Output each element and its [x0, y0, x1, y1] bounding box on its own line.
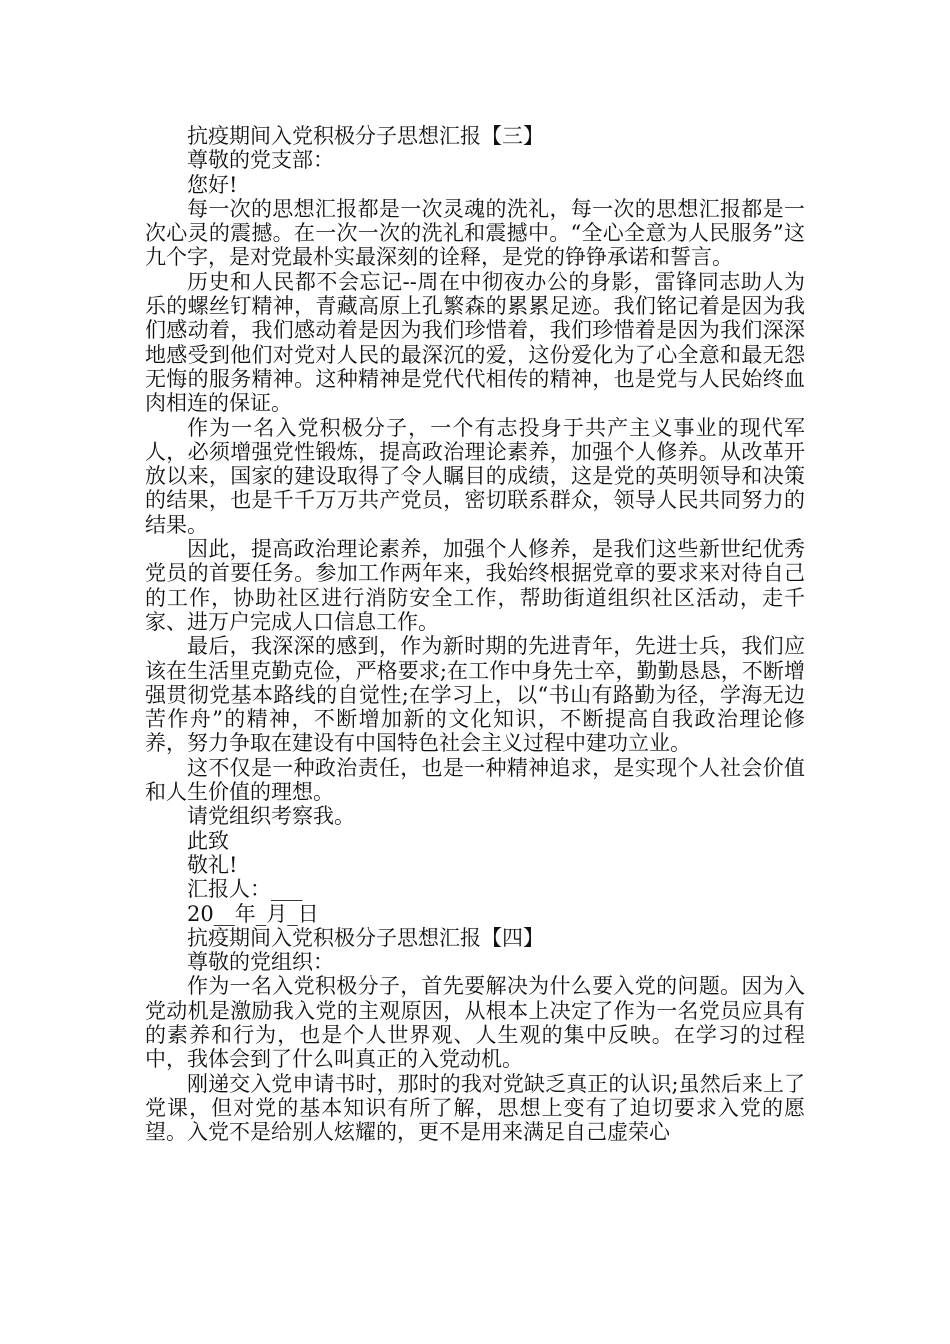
section-3-closing-2: 敬礼!	[187, 852, 238, 877]
section-3-request: 请党组织考察我。	[187, 804, 355, 829]
section-3-title: 抗疫期间入党积极分子思想汇报【三】	[187, 124, 544, 148]
section-3-paragraph-2: 历史和人民都不会忘记--周在中彻夜办公的身影，雷锋同志助人为乐的螺丝钉精神，青藏高原上孔繁森的累累足迹。我们铭记着是因为我们感动着，我们感动着是因为我们珍惜着，我们珍惜着是因为我们深深地感受到他们对党对人民的最深沉的爱，这份爱化为了心全意和最无怨无悔的服务精神。这种精神是党代代相传的精神，也是党与人民始终血肉相连的保证。	[145, 269, 805, 416]
section-3-paragraph-5: 最后，我深深的感到，作为新时期的先进青年，先进士兵，我们应该在生活里克勤克俭，严格要求;在工作中身先士卒，勤勤恳恳，不断增强贯彻党基本路线的自觉性;在学习上，以“书山有路勤为径，学海无边苦作舟”的精神，不断增加新的文化知识，不断提高自我政治理论修养，努力争取在建设有中国特色社会主义过程中建功立业。	[145, 634, 805, 756]
section-3-reporter: 汇报人：___	[187, 877, 303, 902]
section-3-greeting: 您好!	[187, 172, 238, 197]
section-3-date: 20__年_月_日	[187, 901, 319, 926]
section-3-paragraph-6: 这不仅是一种政治责任，也是一种精神追求，是实现个人社会价值和人生价值的理想。	[145, 755, 805, 805]
section-4-paragraph-1: 作为一名入党积极分子，首先要解决为什么要入党的问题。因为入党动机是激励我入党的主观原因，从根本上决定了作为一名党员应具有的素养和行为，也是个人世界观、人生观的集中反映。在学习的过程中，我体会到了什么叫真正的入党动机。	[145, 974, 805, 1072]
section-4-paragraph-2: 刚递交入党申请书时，那时的我对党缺乏真正的认识;虽然后来上了党课，但对党的基本知识有所了解，思想上变有了迫切要求入党的愿望。入党不是给别人炫耀的，更不是用来满足自己虚荣心	[145, 1071, 805, 1145]
section-3-salutation: 尊敬的党支部：	[187, 148, 334, 173]
section-3-paragraph-3: 作为一名入党积极分子，一个有志投身于共产主义事业的现代军人，必须增强党性锻炼，提高政治理论素养，加强个人修养。从改革开放以来，国家的建设取得了令人瞩目的成绩，这是党的英明领导和决策的结果，也是千千万万共产党员，密切联系群众，领导人民共同努力的结果。	[145, 415, 805, 537]
section-3-paragraph-1: 每一次的思想汇报都是一次灵魂的洗礼，每一次的思想汇报都是一次心灵的震撼。在一次一次的洗礼和震撼中。“全心全意为人民服务”这九个字，是对党最朴实最深刻的诠释，是党的铮铮承诺和誓言。	[145, 196, 805, 270]
document-page	[145, 124, 805, 1144]
section-4-title: 抗疫期间入党积极分子思想汇报【四】	[187, 925, 544, 950]
section-4-salutation: 尊敬的党组织：	[187, 950, 334, 975]
section-3-paragraph-4: 因此，提高政治理论素养，加强个人修养，是我们这些新世纪优秀党员的首要任务。参加工作两年来，我始终根据党章的要求来对待自己的工作，协助社区进行消防安全工作，帮助街道组织社区活动，走千家、进万户完成人口信息工作。	[145, 537, 805, 634]
section-3-closing-1: 此致	[187, 828, 229, 853]
